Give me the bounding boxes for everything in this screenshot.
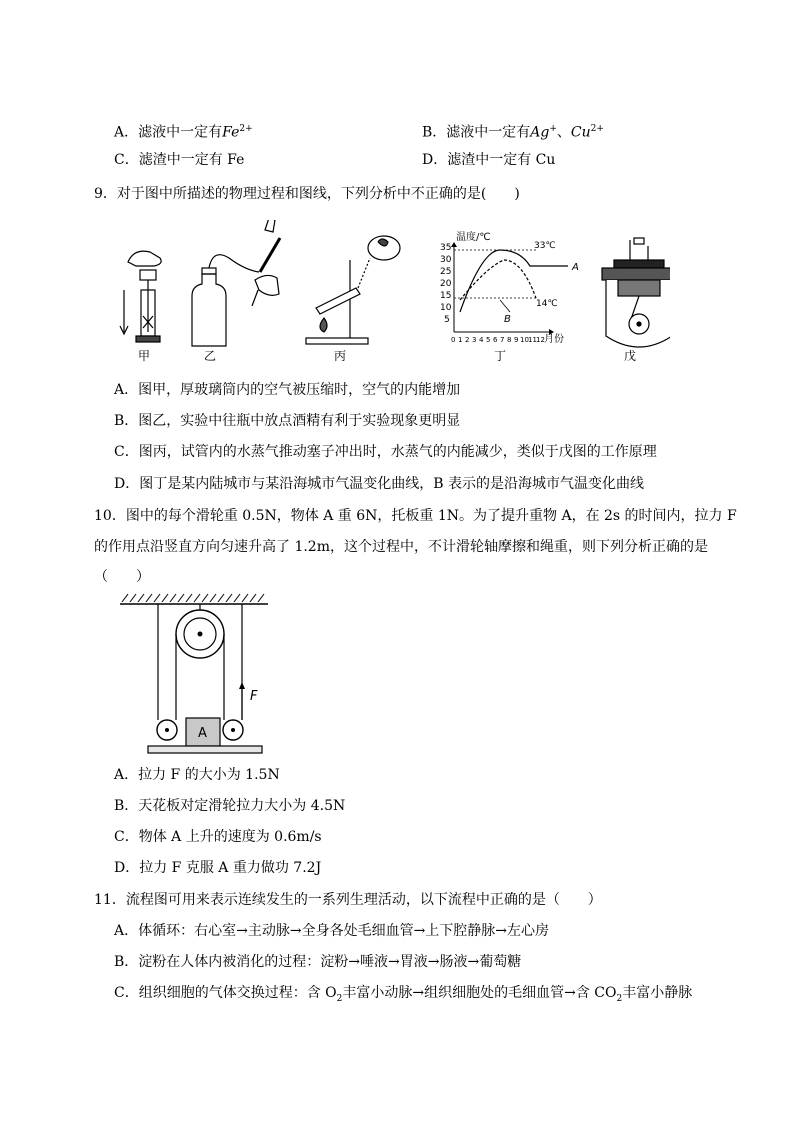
q8-option-b-sep: 、 bbox=[556, 124, 571, 141]
q10-pulley-figure bbox=[114, 590, 274, 758]
x-tick-6: 6 bbox=[493, 336, 498, 344]
tray-board bbox=[148, 746, 262, 753]
series-b-line bbox=[460, 260, 536, 300]
q11-option-c-part2: 丰富小动脉→组织细胞处的毛细血管→含 CO bbox=[342, 985, 617, 1001]
series-a-label: A bbox=[572, 262, 579, 273]
q9-figure bbox=[110, 220, 670, 370]
q8-option-b bbox=[422, 119, 604, 143]
q11-option-c-part1: C．组织细胞的气体交换过程：含 O bbox=[114, 985, 337, 1001]
x-tick-7: 7 bbox=[500, 336, 505, 344]
fig-label-bing: 丙 bbox=[334, 349, 347, 363]
y-tick-10: 10 bbox=[440, 303, 452, 313]
q10-stem-line3: （ ） bbox=[94, 569, 150, 585]
x-tick-0: 0 bbox=[451, 336, 456, 344]
y-tick-15: 15 bbox=[440, 291, 452, 301]
q11-option-b: B．淀粉在人体内被消化的过程：淀粉→唾液→胃液→肠液→葡萄糖 bbox=[114, 954, 522, 970]
x-tick-2: 2 bbox=[465, 336, 470, 344]
q10-stem-line2: 的作用点沿竖直方向匀速升高了 1.2m，这个过程中，不计滑轮轴摩擦和绳重，则下列分析正确的是 bbox=[94, 539, 708, 555]
fig-label-yi: 乙 bbox=[204, 349, 217, 363]
q11-option-c-sub2: 2 bbox=[616, 993, 623, 1004]
series-b-label: B bbox=[504, 314, 511, 325]
x-tick-3: 3 bbox=[472, 336, 477, 344]
x-tick-12: 12 bbox=[536, 336, 545, 344]
fig-label-ding: 丁 bbox=[494, 349, 507, 363]
fig-jia bbox=[120, 251, 161, 342]
block-a-label: A bbox=[198, 726, 207, 741]
q9-option-b: B．图乙，实验中往瓶中放点酒精有利于实验现象更明显 bbox=[114, 413, 461, 429]
q9-option-d: D．图丁是某内陆城市与某沿海城市气温变化曲线，B 表示的是沿海城市气温变化曲线 bbox=[114, 476, 644, 492]
q10-stem-line1: 10．图中的每个滑轮重 0.5N，物体 A 重 6N，托板重 1N。为了提升重物 A，在 2s 的时间内，拉力 F bbox=[94, 508, 737, 524]
fig-label-wu: 戊 bbox=[624, 349, 637, 363]
y-tick-35: 35 bbox=[440, 243, 452, 253]
q8-option-b-text: B．滤液中一定有 bbox=[422, 124, 531, 141]
q11-option-c-part3: 丰富小静脉 bbox=[622, 985, 693, 1001]
x-tick-1: 1 bbox=[458, 336, 463, 344]
q8-option-a bbox=[114, 119, 253, 143]
chart-y-title: 温度/℃ bbox=[456, 232, 491, 243]
x-tick-5: 5 bbox=[486, 336, 491, 344]
label-33c: 33℃ bbox=[534, 241, 556, 251]
q8-option-b-ion2: Cu bbox=[570, 124, 591, 141]
x-tick-11: 11 bbox=[528, 336, 537, 344]
q9-option-c: C．图丙，试管内的水蒸气推动塞子冲出时，水蒸气的内能减少，类似于戊图的工作原理 bbox=[114, 444, 657, 460]
label-14c: 14℃ bbox=[536, 299, 558, 309]
y-tick-30: 30 bbox=[440, 255, 452, 265]
q10-option-c: C．物体 A 上升的速度为 0.6m/s bbox=[114, 829, 322, 845]
fig-label-jia: 甲 bbox=[138, 349, 151, 363]
q8-option-b-charge1: + bbox=[549, 124, 557, 134]
q9-option-a: A．图甲，厚玻璃筒内的空气被压缩时，空气的内能增加 bbox=[114, 382, 461, 398]
q11-stem: 11．流程图可用来表示连续发生的一系列生理活动，以下流程中正确的是（ ） bbox=[94, 892, 602, 908]
y-tick-5: 5 bbox=[444, 315, 450, 325]
q11-option-a: A．体循环：右心室→主动脉→全身各处毛细血管→上下腔静脉→左心房 bbox=[114, 923, 550, 939]
q8-option-c: C．滤渣中一定有 Fe bbox=[114, 152, 245, 168]
q11-option-c bbox=[114, 983, 692, 1009]
x-tick-4: 4 bbox=[479, 336, 484, 344]
q8-option-b-ion1: Ag bbox=[530, 124, 550, 141]
x-tick-8: 8 bbox=[507, 336, 512, 344]
q11-option-c-sub1: 2 bbox=[336, 993, 343, 1004]
x-tick-10: 10 bbox=[520, 336, 529, 344]
q8-option-a-text: A．滤液中一定有 bbox=[114, 124, 223, 141]
y-tick-25: 25 bbox=[440, 267, 452, 277]
q8-option-a-ion: Fe bbox=[222, 124, 240, 141]
q10-option-a: A．拉力 F 的大小为 1.5N bbox=[114, 767, 280, 783]
chart-x-title: 月份 bbox=[544, 334, 564, 345]
fig-yi bbox=[192, 220, 280, 346]
q10-option-b: B．天花板对定滑轮拉力大小为 4.5N bbox=[114, 798, 346, 814]
fig-bing bbox=[306, 236, 400, 344]
y-tick-20: 20 bbox=[440, 279, 452, 289]
q10-option-d: D．拉力 F 克服 A 重力做功 7.2J bbox=[114, 860, 322, 876]
q8-option-d: D．滤渣中一定有 Cu bbox=[422, 152, 556, 168]
x-tick-9: 9 bbox=[514, 336, 519, 344]
q9-stem: 9．对于图中所描述的物理过程和图线，下列分析中不正确的是( ) bbox=[94, 186, 520, 202]
force-f-label: F bbox=[250, 689, 258, 704]
q8-option-b-charge2: 2+ bbox=[590, 124, 604, 134]
fig-wu-engine bbox=[602, 238, 670, 347]
q8-option-a-charge: 2+ bbox=[239, 124, 253, 134]
fig-ding-chart bbox=[440, 230, 579, 345]
